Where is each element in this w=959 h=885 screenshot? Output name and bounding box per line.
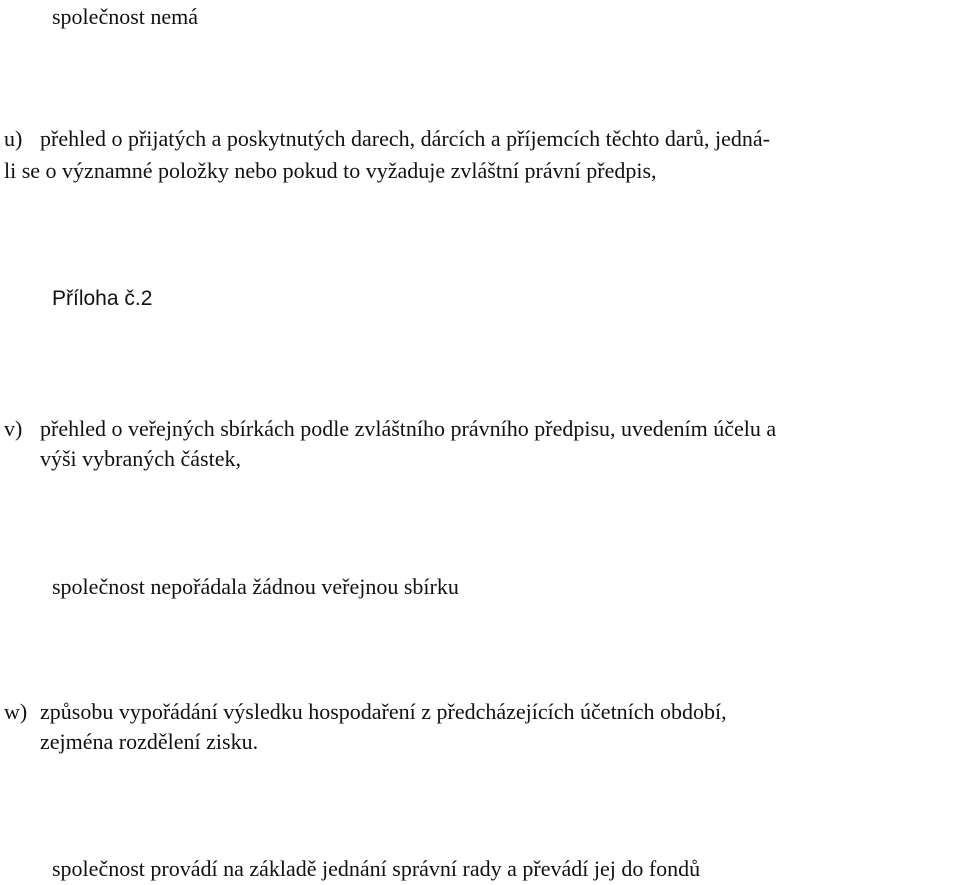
item-text-line: přehled o veřejných sbírkách podle zvláštního právního předpisu, uvedením účelu a bbox=[40, 416, 777, 441]
item-text-line: výši vybraných částek, bbox=[40, 446, 241, 471]
answer-w: společnost provádí na základě jednání správní rady a převádí jej do fondů bbox=[52, 856, 701, 881]
item-marker: v) bbox=[4, 416, 23, 441]
item-marker: w) bbox=[4, 699, 28, 724]
item-text-line: zejména rozdělení zisku. bbox=[40, 729, 259, 754]
item-marker: u) bbox=[4, 126, 23, 151]
item-text-line: přehled o přijatých a poskytnutých darech, dárcích a příjemcích těchto darů, jedná- bbox=[40, 126, 770, 151]
item-u-continuation: li se o významné položky nebo pokud to vyžaduje zvláštní právní předpis, bbox=[4, 158, 657, 183]
list-item-u bbox=[4, 124, 957, 154]
answer-v: společnost nepořádala žádnou veřejnou sbírku bbox=[52, 574, 459, 599]
list-item-w bbox=[4, 697, 957, 757]
list-item-v bbox=[4, 414, 957, 474]
top-note: společnost nemá bbox=[52, 4, 199, 29]
item-text-line: způsobu vypořádání výsledku hospodaření z předcházejících účetních období, bbox=[40, 699, 727, 724]
annex-reference: Příloha č.2 bbox=[52, 287, 153, 310]
